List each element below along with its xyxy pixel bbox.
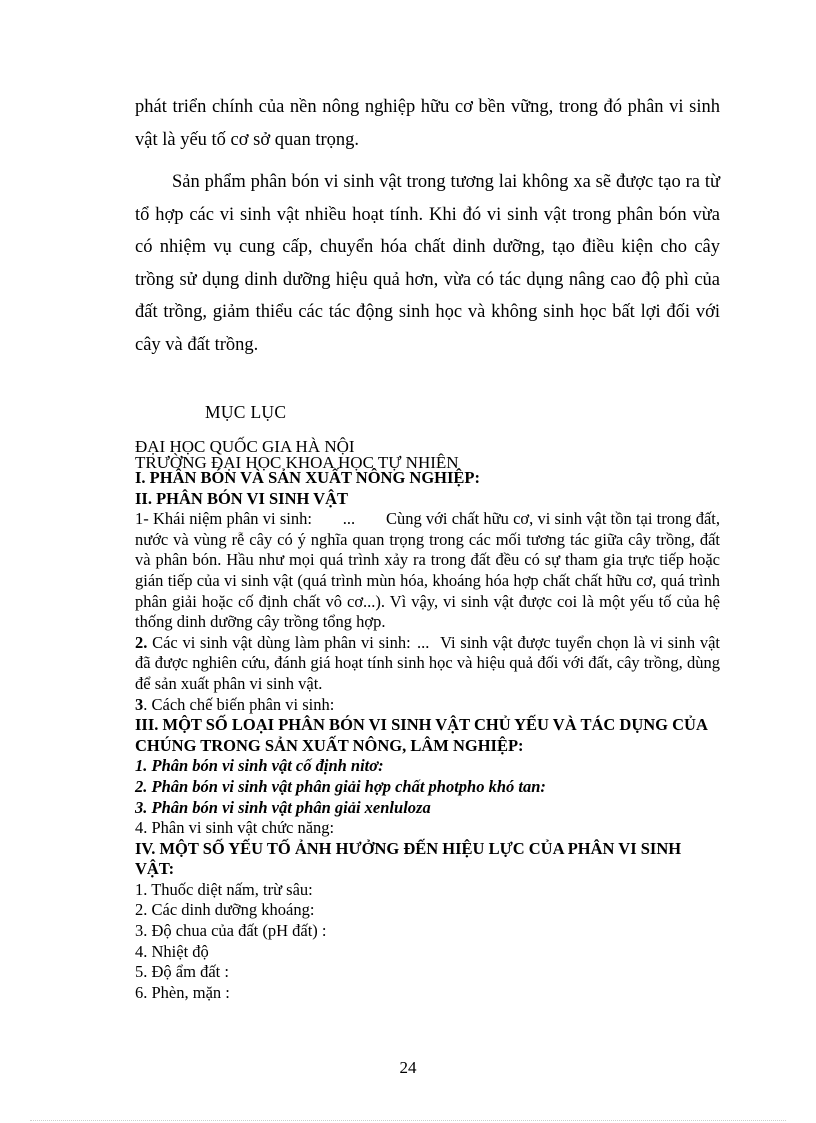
toc-section-1[interactable]: I. PHÂN BÓN VÀ SẢN XUẤT NÔNG NGHIỆP: (135, 468, 481, 487)
body-paragraph-1: phát triển chính của nền nông nghiệp hữu cơ bền vững, trong đó phân vi sinh vật là yếu tố cơ sở quan trọng. (135, 97, 720, 150)
body-paragraph-2-text: Sản phẩm phân bón vi sinh vật trong tương lai không xa sẽ được tạo ra từ tổ hợp các vi sinh vật nhiều hoạt tính. Khi đó vi sinh vật trong phân bón vừa có nhiệm vụ cung cấp, chuyển hóa chất dinh dưỡng, tạo điều kiện cho cây trồng sử dụng dinh dưỡng hiệu quả hơn, vừa có tác dụng nâng cao độ phì của đất trồng, giảm thiểu các tác động sinh học và không sinh học bất lợi đối với cây và đất trồng. (135, 172, 720, 355)
toc-item-3-1[interactable]: 1. Phân bón vi sinh vật cố định nitơ: (135, 756, 384, 776)
toc-item-2-1-label: 1- Khái niệm phân vi sinh: (135, 509, 312, 529)
toc-item-4-4[interactable]: 4. Nhiệt độ (135, 941, 209, 961)
body-paragraph-2 (135, 166, 720, 361)
faculty-name: TRƯỜNG ĐẠI HỌC KHOA HỌC TỰ NHIÊN (135, 453, 459, 472)
university-name: ĐẠI HỌC QUỐC GIA HÀ NỘI (135, 437, 355, 456)
page-number: 24 (399, 1058, 417, 1077)
toc-item-4-5[interactable]: 5. Độ ẩm đất : (135, 962, 229, 982)
toc-item-4-3[interactable]: 3. Độ chua của đất (pH đất) : (135, 921, 327, 941)
toc-item-4-2[interactable]: 2. Các dinh dưỡng khoáng: (135, 900, 315, 920)
toc-item-2-2[interactable] (135, 633, 720, 695)
toc-item-2-3[interactable] (135, 695, 720, 716)
toc-item-3-3[interactable]: 3. Phân bón vi sinh vật phân giải xenluloza (135, 797, 431, 817)
toc-item-3-2[interactable]: 2. Phân bón vi sinh vật phân giải hợp chất photpho khó tan: (135, 776, 546, 796)
toc-item-3-4[interactable]: 4. Phân vi sinh vật chức năng: (135, 818, 335, 838)
toc-item-4-6[interactable]: 6. Phèn, mặn : (135, 982, 230, 1002)
toc-item-2-1[interactable] (135, 509, 720, 633)
toc-item-2-2-label: Các vi sinh vật dùng làm phân vi sinh: (152, 632, 411, 652)
toc-section-4[interactable]: IV. MỘT SỐ YẾU TỐ ẢNH HƯỞNG ĐẾN HIỆU LỰC CỦA PHÂN VI SINH VẬT: (135, 838, 682, 879)
table-of-contents (135, 468, 720, 1003)
toc-title: MỤC LỤC (205, 402, 287, 422)
toc-item-2-3-label: . Cách chế biến phân vi sinh: (143, 694, 335, 714)
toc-item-2-2-text: Vi sinh vật được tuyển chọn là vi sinh vật đã được nghiên cứu, đánh giá hoạt tính sinh học và hiệu quả đối với đất, cây trồng, dùng để sản xuất phân vi sinh vật. (135, 632, 721, 693)
toc-section-3[interactable]: III. MỘT SỐ LOẠI PHÂN BÓN VI SINH VẬT CHỦ YẾU VÀ TÁC DỤNG CỦA CHÚNG TRONG SẢN XUẤT NÔNG, LÂM NGHIỆP: (135, 715, 707, 755)
toc-dots: ... (342, 509, 356, 529)
toc-item-4-1[interactable]: 1. Thuốc diệt nấm, trừ sâu: (135, 879, 313, 899)
toc-item-2-1-text: Cùng với chất hữu cơ, vi sinh vật tồn tại trong đất, nước và vùng rễ cây có ý nghĩa quan trọng trong các mối tương tác giữa cây trồng, đất và phân bón. Hầu như mọi quá trình xảy ra trong đất đều có sự tham gia trực tiếp hoặc gián tiếp của vi sinh vật (quá trình mùn hóa, khoáng hóa hợp chất chất hữu cơ, quá trình phân giải hoặc cố định chất vô cơ...). Vì vậy, vi sinh vật được coi là một yếu tố của hệ thống dinh dưỡng cây trồng tổng hợp. (135, 509, 720, 632)
page-bottom-divider (30, 1120, 786, 1121)
toc-dots: ... (416, 632, 430, 652)
toc-section-2[interactable]: II. PHÂN BÓN VI SINH VẬT (135, 488, 349, 508)
toc-item-2-2-number: 2. (135, 632, 148, 652)
toc-item-2-3-number: 3 (135, 694, 144, 714)
